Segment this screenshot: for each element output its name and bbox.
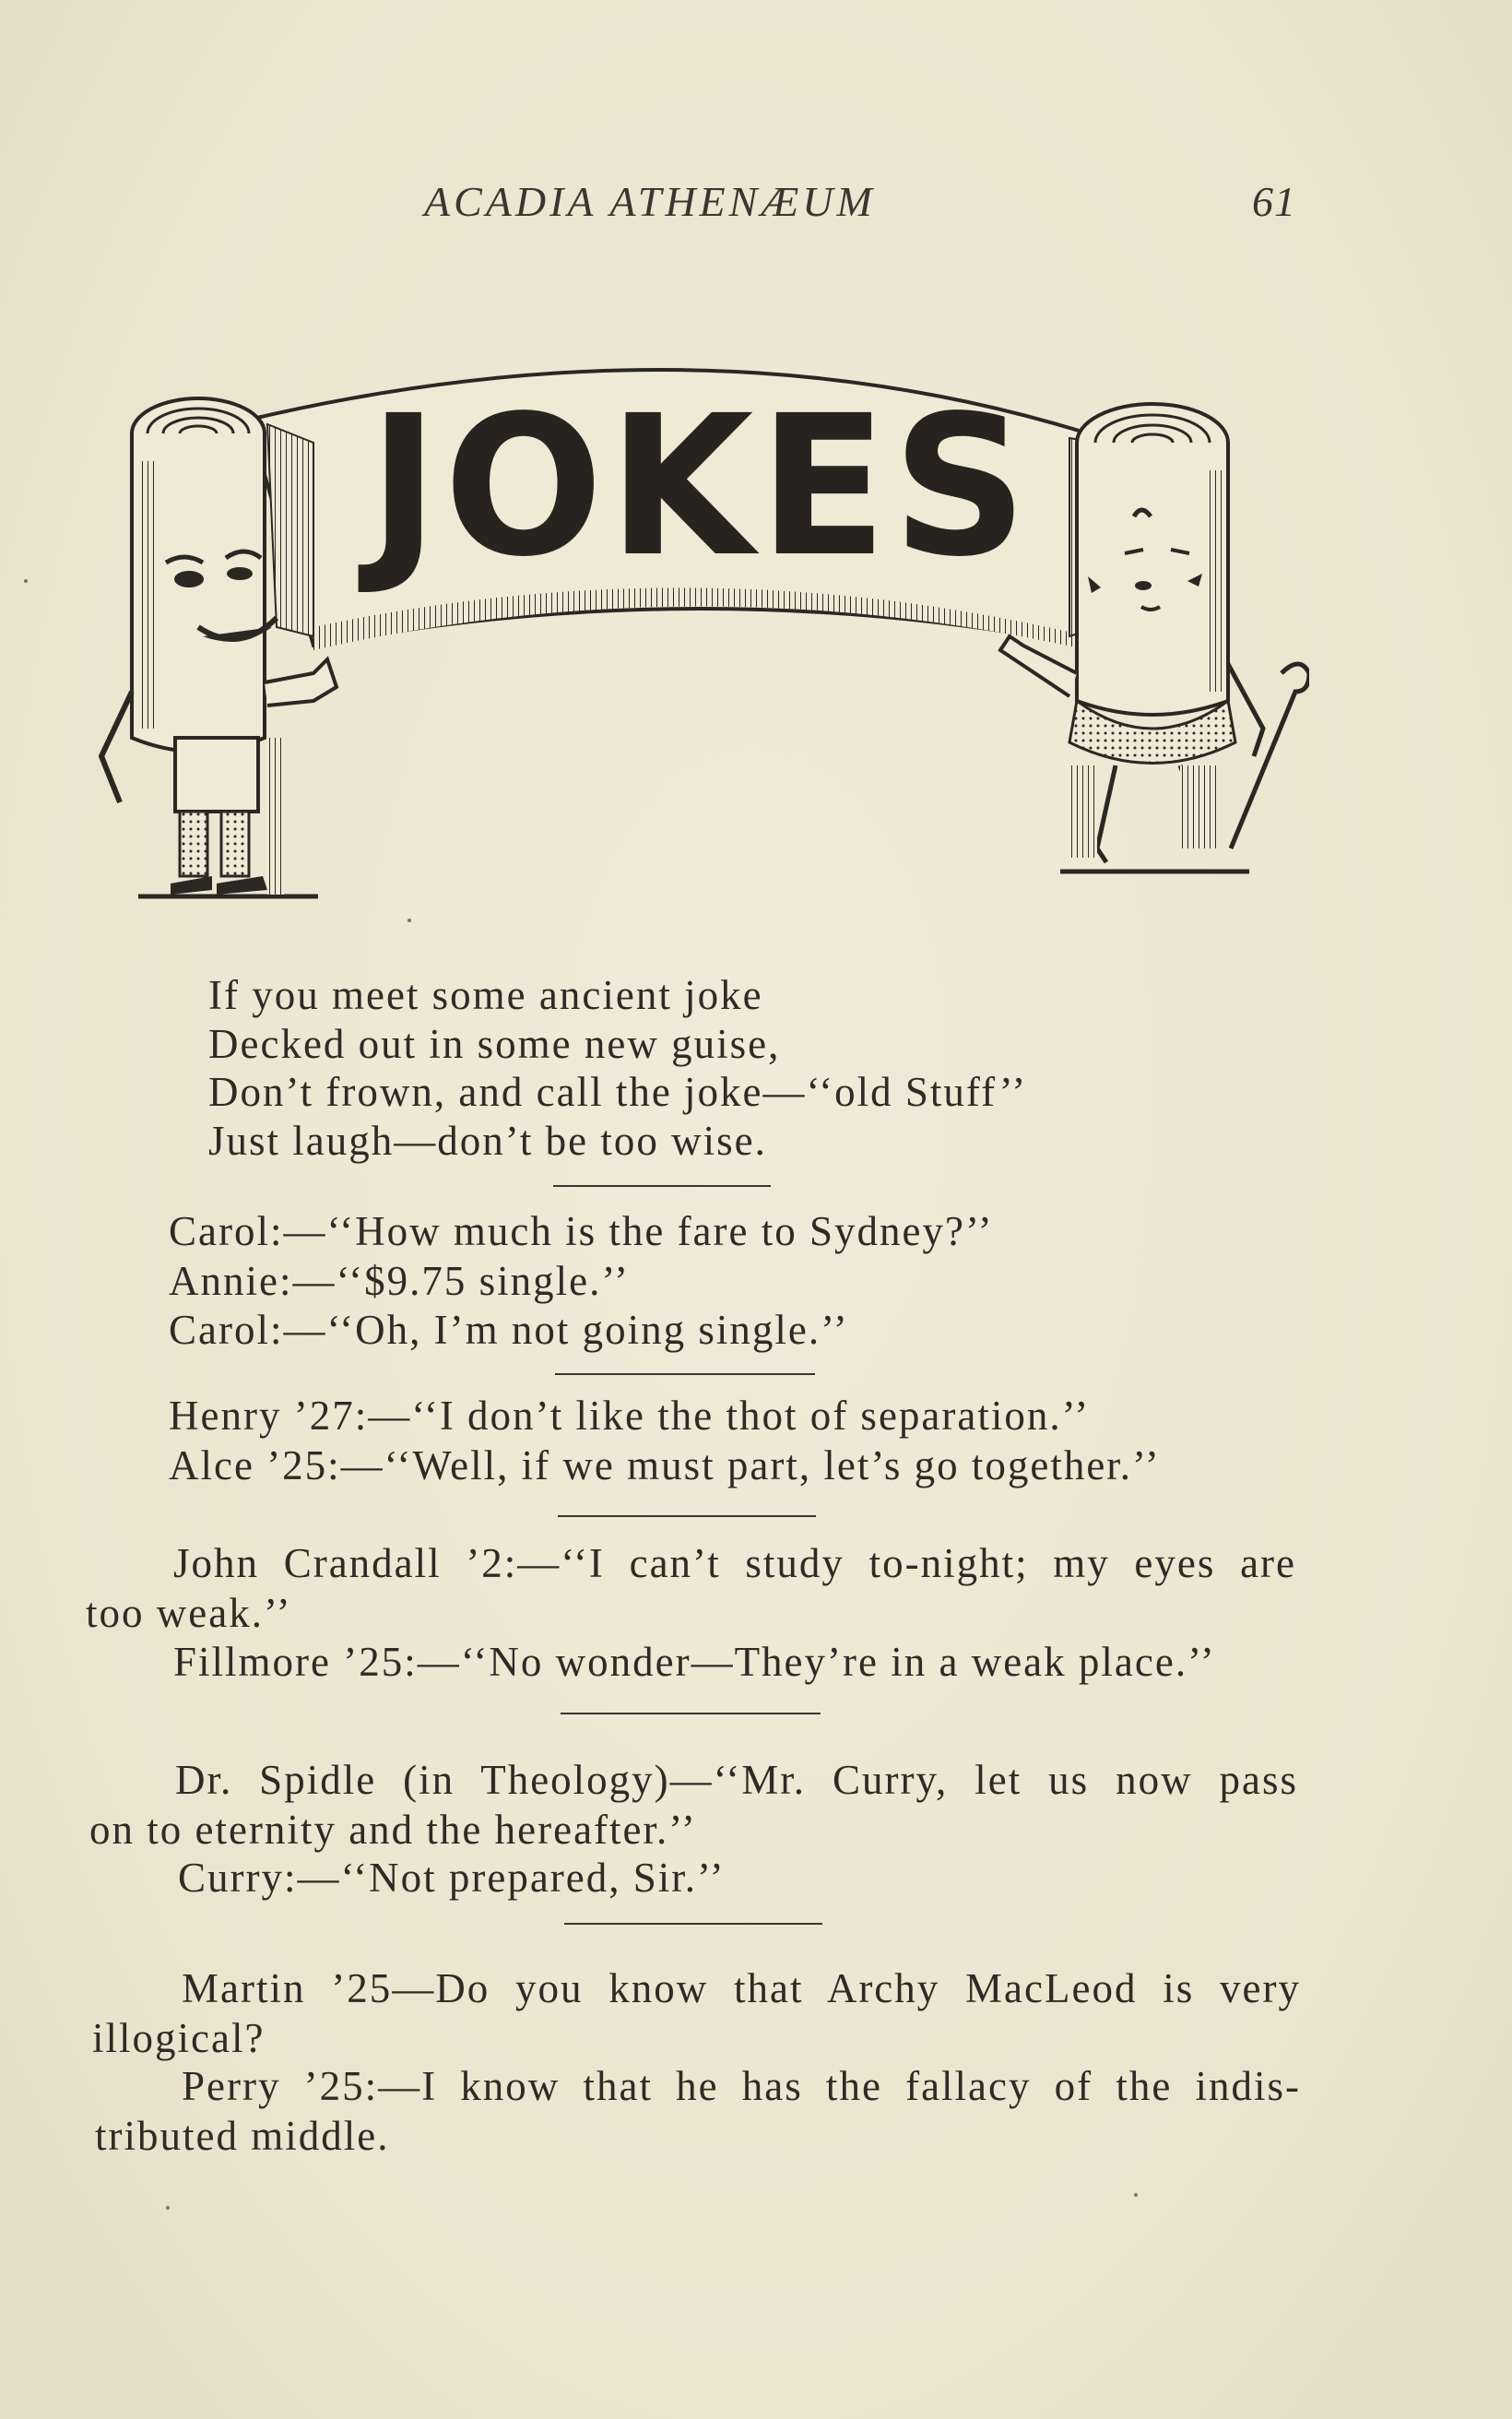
- paper-speck: [408, 919, 411, 922]
- running-head: [0, 177, 1512, 242]
- poem-line: If you meet some ancient joke: [208, 972, 763, 1018]
- joke-line: Dr. Spidle (in Theology)—‘‘Mr. Curry, let us now pass: [175, 1757, 1298, 1803]
- joke-line: Curry:—‘‘Not prepared, Sir.’’: [178, 1855, 726, 1901]
- joke-line: Alce ’25:—‘‘Well, if we must part, let’s go together.’’: [169, 1442, 1161, 1488]
- joke-line: illogical?: [92, 2015, 266, 2061]
- paper-speck: [1134, 2193, 1138, 2197]
- paper-speck: [24, 579, 28, 583]
- paper-speck: [166, 2206, 170, 2210]
- joke-line: John Crandall ’2:—‘‘I can’t study to-night; my eyes are: [173, 1540, 1296, 1586]
- joke-line: too weak.’’: [86, 1590, 292, 1636]
- jokes-banner-illustration: [92, 332, 1309, 904]
- joke-line: Carol:—‘‘How much is the fare to Sydney?’’: [169, 1208, 994, 1254]
- journal-title: ACADIA ATHENÆUM: [424, 178, 876, 225]
- section-divider: [561, 1713, 821, 1714]
- joke-line: Martin ’25—Do you know that Archy MacLeod is very: [182, 1965, 1301, 2011]
- poem-line: Decked out in some new guise,: [208, 1021, 781, 1067]
- joke-line: Annie:—‘‘$9.75 single.’’: [169, 1258, 630, 1304]
- right-scroll-roll: [1077, 404, 1228, 715]
- joke-line: Perry ’25:—I know that he has the fallacy of the indis-: [182, 2063, 1301, 2109]
- section-divider: [553, 1185, 771, 1187]
- joke-line: Fillmore ’25:—‘‘No wonder—They’re in a weak place.’’: [173, 1639, 1216, 1685]
- poem-line: Don’t frown, and call the joke—‘‘old Stuff’’: [208, 1069, 1028, 1115]
- joke-line: Henry ’27:—‘‘I don’t like the thot of separation.’’: [169, 1393, 1091, 1439]
- page-number: 61: [1252, 178, 1296, 225]
- joke-line: tributed middle.: [95, 2113, 390, 2159]
- section-divider: [555, 1373, 815, 1375]
- banner-word: JOKES: [358, 374, 1033, 599]
- section-divider: [564, 1923, 822, 1925]
- poem-line: Just laugh—don’t be too wise.: [208, 1118, 767, 1164]
- joke-line: on to eternity and the hereafter.’’: [89, 1807, 697, 1853]
- joke-line: Carol:—‘‘Oh, I’m not going single.’’: [169, 1307, 849, 1353]
- section-divider: [558, 1515, 816, 1517]
